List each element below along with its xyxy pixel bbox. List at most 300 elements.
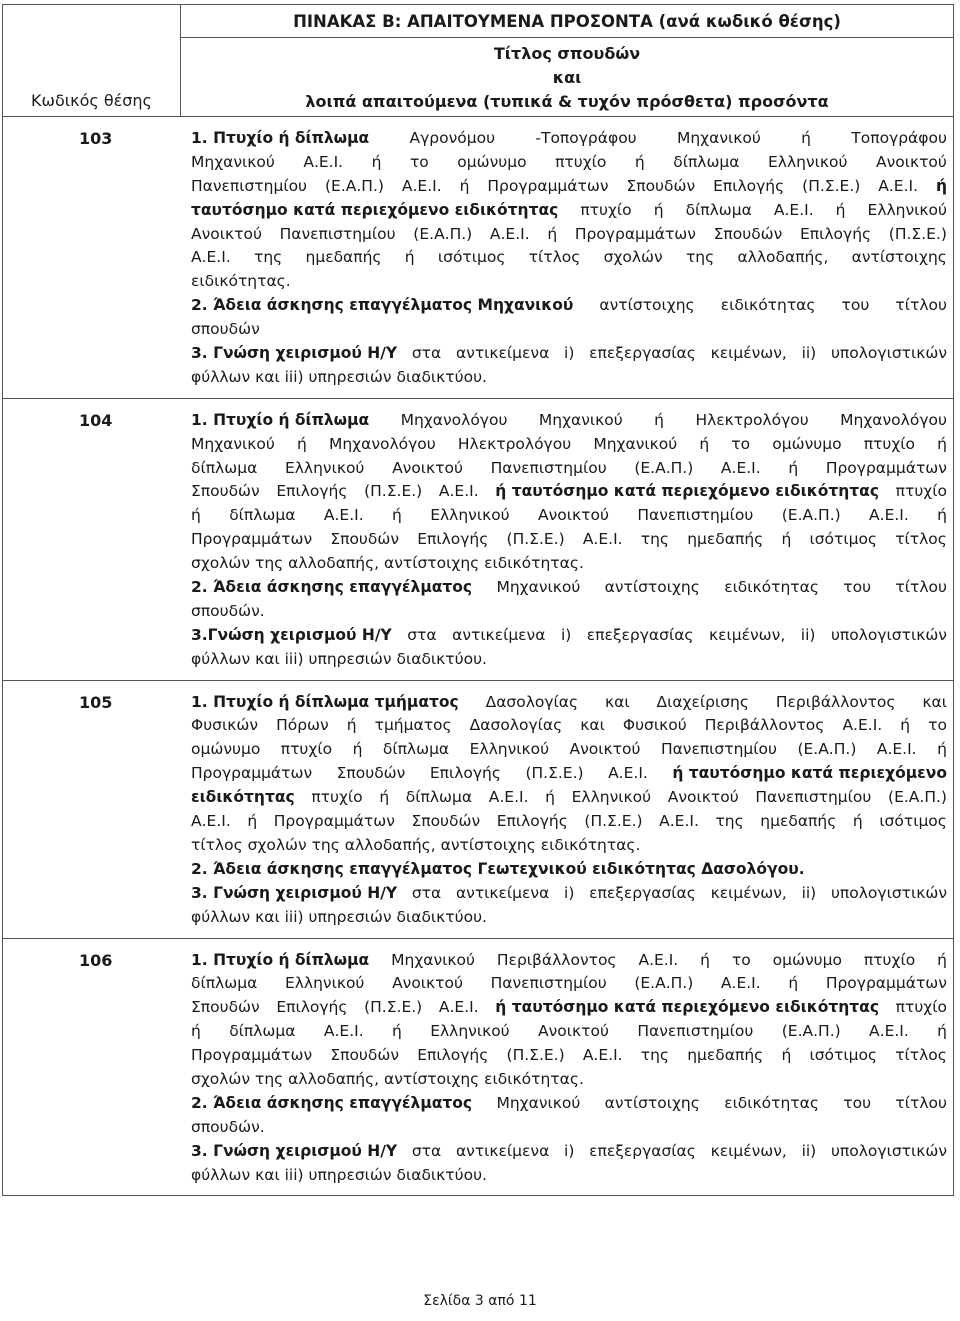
text-segment: Α.Ε.Ι. xyxy=(720,974,761,993)
text-segment: επεξεργασίας xyxy=(586,625,694,644)
text-segment: Σπουδών xyxy=(191,998,260,1017)
text-segment: Σπουδών xyxy=(411,812,481,831)
bold-text-segment: 1. Πτυχίο ή δίπλωμα xyxy=(191,129,370,147)
table-header xyxy=(3,5,953,117)
text-segment: της xyxy=(715,812,744,831)
text-segment: Πανεπιστημίου xyxy=(191,176,308,195)
text-line xyxy=(191,1140,947,1164)
text-segment: Α.Ε.Ι. xyxy=(582,1046,623,1065)
text-segment: Μηχανολόγου xyxy=(840,410,947,429)
text-segment: Α.Ε.Ι. xyxy=(438,482,479,501)
text-line xyxy=(191,996,947,1020)
text-segment: Πανεπιστημίου xyxy=(637,1022,754,1041)
text-segment: Πανεπιστημίου xyxy=(660,740,777,759)
bold-text-segment: ή ταυτόσημο κατά περιεχόμενο xyxy=(672,764,947,783)
text-segment: δίπλωμα xyxy=(191,974,258,993)
text-segment: Α.Ε.Ι. xyxy=(869,506,909,525)
text-line xyxy=(191,504,947,528)
text-segment: πτυχίο xyxy=(863,434,916,453)
text-segment: Ηλεκτρολόγου xyxy=(695,410,809,429)
text-segment: κειμένων, xyxy=(709,625,786,644)
text-segment: πτυχίο xyxy=(895,482,947,501)
text-segment: Ανοικτού xyxy=(569,740,641,759)
position-code: 103 xyxy=(79,129,113,148)
text-segment: (Ε.Α.Π.) xyxy=(888,788,947,807)
position-code: 106 xyxy=(79,950,113,970)
text-segment: ειδικότητας xyxy=(724,1093,819,1112)
text-segment: (Ε.Α.Π.) xyxy=(324,176,384,195)
text-segment: Πόρων xyxy=(276,716,329,735)
text-segment: Σπουδών xyxy=(713,224,783,243)
text-segment: ή xyxy=(852,812,863,831)
text-segment: ή xyxy=(900,716,911,735)
text-segment: ή xyxy=(937,434,947,453)
text-segment: Σπουδών xyxy=(330,1046,400,1065)
text-segment: πτυχίο xyxy=(895,998,947,1017)
bold-text-segment: 1. Πτυχίο ή δίπλωμα xyxy=(191,410,370,429)
text-segment: τίτλος σχολών της αλλοδαπής, αντίστοιχης ειδικότητας. xyxy=(191,835,641,854)
text-segment: ή xyxy=(699,434,710,453)
text-segment: Επιλογής xyxy=(800,224,872,243)
requirements-text xyxy=(181,681,953,938)
text-segment: ii) xyxy=(801,883,817,902)
bold-text-segment: 1. Πτυχίο ή δίπλωμα τμήματος xyxy=(191,692,459,711)
text-segment: Φυσικών xyxy=(191,716,259,735)
text-segment: τμήματος xyxy=(374,716,452,735)
text-segment: ημεδαπής xyxy=(687,530,764,549)
text-segment: Διαχείρισης xyxy=(656,692,749,711)
text-line xyxy=(191,1116,947,1140)
text-segment: αντικείμενα xyxy=(452,625,546,644)
text-line xyxy=(191,318,947,342)
text-segment: ή xyxy=(781,1046,792,1065)
text-segment: ή xyxy=(379,788,390,807)
text-segment: τίτλου xyxy=(895,1093,947,1112)
text-line xyxy=(191,552,947,576)
text-segment: ή xyxy=(459,176,470,195)
text-line xyxy=(191,762,947,786)
text-segment: ή xyxy=(191,1022,201,1041)
text-segment: αντίστοιχης xyxy=(604,578,700,597)
text-segment: Μηχανικού xyxy=(593,434,678,453)
text-segment: ισότιμος xyxy=(809,1046,878,1065)
text-segment: Μηχανικού xyxy=(496,578,581,597)
text-segment: του xyxy=(843,1093,872,1112)
text-segment: Ανοικτού xyxy=(538,506,609,525)
text-segment: Περιβάλλοντος xyxy=(775,692,896,711)
text-segment: στα xyxy=(407,625,437,644)
degree-header-line: και xyxy=(552,68,582,87)
text-segment: το xyxy=(731,950,751,969)
text-segment: (Ε.Α.Π.) xyxy=(413,224,473,243)
text-line xyxy=(191,714,947,738)
bold-text-segment: 2. Άδεια άσκησης επαγγέλματος xyxy=(191,578,473,597)
text-segment: σπουδών xyxy=(191,320,260,339)
text-segment: πτυχίο xyxy=(580,200,632,219)
text-segment: (Π.Σ.Ε.) xyxy=(888,224,947,243)
text-segment: ή xyxy=(371,152,382,171)
text-segment: Μηχανικού xyxy=(496,1093,581,1112)
text-segment: ημεδαπής xyxy=(305,248,382,267)
text-segment: ή xyxy=(392,1022,402,1041)
text-line xyxy=(191,409,947,433)
text-segment: (Π.Σ.Ε.) xyxy=(506,1046,565,1065)
text-segment: Ανοικτού xyxy=(667,788,739,807)
text-segment: Αγρονόμου xyxy=(409,129,496,147)
text-line xyxy=(191,246,947,270)
degree-header-line: λοιπά απαιτούμενα (τυπικά & τυχόν πρόσθετα) προσόντα xyxy=(305,92,829,111)
text-segment: Δασολογίας xyxy=(485,692,579,711)
text-segment: δίπλωμα xyxy=(685,200,752,219)
text-segment: Ελληνικού xyxy=(768,152,848,171)
text-segment: Ελληνικού xyxy=(469,740,550,759)
text-line xyxy=(191,906,947,930)
degree-header-line: Τίτλος σπουδών xyxy=(493,44,641,63)
bold-text-segment: 2. Άδεια άσκησης επαγγέλματος Μηχανικού xyxy=(191,296,574,315)
text-segment: ή xyxy=(392,506,402,525)
text-segment: σχολών xyxy=(603,248,663,267)
text-segment: ή xyxy=(404,248,415,267)
text-segment: (Ε.Α.Π.) xyxy=(781,506,841,525)
text-segment: πτυχίο xyxy=(311,788,363,807)
text-segment: Α.Ε.Ι. xyxy=(878,176,918,195)
text-segment: ή xyxy=(700,950,710,969)
text-segment: (Π.Σ.Ε.) xyxy=(364,482,423,501)
text-segment: Πανεπιστημίου xyxy=(637,506,754,525)
text-segment: σχολών της αλλοδαπής, αντίστοιχης ειδικότητας. xyxy=(191,1069,584,1088)
text-segment: Προγραμμάτων xyxy=(191,764,313,783)
text-segment: Μηχανικού xyxy=(191,152,275,171)
text-segment: ή xyxy=(937,950,947,969)
text-segment: αντίστοιχης xyxy=(599,296,695,315)
text-line xyxy=(191,882,947,906)
text-segment: κειμένων, xyxy=(710,883,787,902)
text-segment: της xyxy=(640,530,670,549)
text-segment: Πανεπιστημίου xyxy=(755,788,872,807)
requirements-text xyxy=(181,117,953,398)
text-segment: Επιλογής xyxy=(713,176,785,195)
text-segment: Α.Ε.Ι. xyxy=(720,458,761,477)
text-segment: Ανοικτού xyxy=(538,1022,609,1041)
text-segment: Περιβάλλοντος xyxy=(496,950,617,969)
text-segment: ομώνυμο xyxy=(191,740,261,759)
text-segment: δίπλωμα xyxy=(229,506,296,525)
text-segment: (Π.Σ.Ε.) xyxy=(584,812,643,831)
bold-text-segment: 2. Άδεια άσκησης επαγγέλματος xyxy=(191,1093,473,1112)
text-segment: Α.Ε.Ι. xyxy=(869,1022,909,1041)
text-segment: υπολογιστικών xyxy=(830,883,947,902)
text-segment: και xyxy=(922,692,947,711)
text-segment: Επιλογής xyxy=(496,812,568,831)
text-segment: -Τοπογράφου xyxy=(535,129,637,147)
text-segment: Περιβάλλοντος xyxy=(704,716,825,735)
text-segment: Α.Ε.Ι. xyxy=(638,950,679,969)
text-segment: πτυχίο xyxy=(863,950,916,969)
text-segment: ομώνυμο xyxy=(457,152,527,171)
text-segment: Προγραμμάτων xyxy=(574,224,696,243)
text-segment: το xyxy=(409,152,429,171)
text-segment: της xyxy=(254,248,283,267)
text-segment: αντίστοιχης xyxy=(851,248,947,267)
text-line xyxy=(191,270,947,294)
text-segment: Επιλογής xyxy=(276,482,348,501)
text-segment: του xyxy=(843,578,872,597)
text-segment: ομώνυμο xyxy=(772,950,842,969)
text-segment: πτυχίο xyxy=(280,740,333,759)
header-right xyxy=(181,5,953,116)
text-segment: το xyxy=(731,434,751,453)
text-segment: δίπλωμα xyxy=(405,788,473,807)
text-segment: ημεδαπής xyxy=(760,812,837,831)
table-row xyxy=(3,681,953,939)
text-segment: Ηλεκτρολόγου xyxy=(457,434,572,453)
text-segment: σπουδών. xyxy=(191,601,265,620)
bold-text-segment: 2. Άδεια άσκησης επαγγέλματος Γεωτεχνικού ειδικότητας Δασολόγου. xyxy=(191,859,805,878)
text-line xyxy=(191,1164,947,1188)
text-segment: ή xyxy=(297,434,307,453)
text-segment: φύλλων και iii) υπηρεσιών διαδικτύου. xyxy=(191,649,487,668)
text-segment: Μηχανολόγου xyxy=(328,434,436,453)
text-segment: ή xyxy=(247,812,258,831)
text-segment: επεξεργασίας xyxy=(589,883,696,902)
text-segment: και xyxy=(580,716,605,735)
text-segment: ισότιμος xyxy=(879,812,947,831)
text-segment: Δασολογίας xyxy=(469,716,563,735)
text-segment: i) xyxy=(564,883,575,902)
requirements-text xyxy=(181,399,953,680)
text-segment: στα xyxy=(411,344,442,363)
text-line xyxy=(191,624,947,648)
text-segment: ισότιμος xyxy=(437,248,506,267)
text-segment: Ελληνικού xyxy=(430,1022,510,1041)
text-segment: Ελληνικού xyxy=(571,788,652,807)
text-segment: Ελληνικού xyxy=(430,506,510,525)
text-segment: Ανοικτού xyxy=(392,974,463,993)
text-segment: ii) xyxy=(801,344,817,363)
text-segment: ή xyxy=(788,458,799,477)
table-title: ΠΙΝΑΚΑΣ Β: ΑΠΑΙΤΟΥΜΕΝΑ ΠΡΟΣΟΝΤΑ (ανά κωδικό θέσης) xyxy=(181,5,953,38)
text-segment: δίπλωμα xyxy=(382,740,450,759)
text-segment: υπολογιστικών xyxy=(830,625,947,644)
text-segment: και xyxy=(604,692,630,711)
text-segment: ή xyxy=(937,1022,947,1041)
text-segment: Μηχανολόγου xyxy=(400,410,508,429)
text-segment: της xyxy=(640,1046,670,1065)
text-line xyxy=(191,433,947,457)
text-line xyxy=(191,1092,947,1116)
text-line xyxy=(191,972,947,996)
text-line xyxy=(191,576,947,600)
text-segment: i) xyxy=(560,625,572,644)
text-segment: ή xyxy=(781,530,792,549)
text-segment: κειμένων, xyxy=(710,1141,787,1160)
text-segment: Α.Ε.Ι. xyxy=(191,248,231,267)
text-segment: (Π.Σ.Ε.) xyxy=(525,764,584,783)
text-segment: αντίστοιχης xyxy=(604,1093,700,1112)
position-code: 105 xyxy=(79,692,113,712)
bold-text-segment: ταυτόσημο κατά περιεχόμενο ειδικότητας xyxy=(191,200,559,219)
text-segment: Α.Ε.Ι. xyxy=(876,740,917,759)
text-segment: Α.Ε.Ι. xyxy=(303,152,344,171)
text-segment: Α.Ε.Ι. xyxy=(438,998,479,1017)
text-segment: Μηχανικού xyxy=(391,950,475,969)
text-segment: Επιλογής xyxy=(417,530,489,549)
requirements-text xyxy=(181,939,953,1196)
text-segment: αντικείμενα xyxy=(455,344,550,363)
text-segment: ισότιμος xyxy=(809,530,878,549)
bold-text-segment: 3.Γνώση χειρισμού Η/Υ xyxy=(191,625,392,644)
text-line xyxy=(191,199,947,223)
text-segment: τίτλος xyxy=(528,248,581,267)
text-segment: Μηχανικού xyxy=(191,434,275,453)
text-segment: Επιλογής xyxy=(276,998,348,1017)
text-line xyxy=(191,786,947,810)
text-segment: τίτλου xyxy=(895,296,947,315)
text-segment: ή xyxy=(653,200,664,219)
text-segment: ii) xyxy=(800,625,816,644)
degree-column-header xyxy=(181,38,953,116)
text-segment: (Ε.Α.Π.) xyxy=(634,974,694,993)
text-segment: Προγραμμάτων xyxy=(825,458,947,477)
text-segment: ειδικότητας. xyxy=(191,272,291,291)
text-line xyxy=(191,294,947,318)
text-segment: ειδικότητας xyxy=(724,578,819,597)
text-segment: Προγραμμάτων xyxy=(191,1046,313,1065)
text-segment: (Π.Σ.Ε.) xyxy=(506,530,565,549)
text-segment: αλλοδαπής, xyxy=(737,248,829,267)
text-segment: στα xyxy=(411,1141,442,1160)
text-line xyxy=(191,342,947,366)
text-segment: κειμένων, xyxy=(710,344,787,363)
bold-text-segment: 3. Γνώση χειρισμού Η/Υ xyxy=(191,883,398,902)
text-segment: Ανοικτού xyxy=(392,458,463,477)
text-segment: Μηχανικού xyxy=(676,129,761,147)
text-segment: Α.Ε.Ι. xyxy=(608,764,648,783)
text-segment: i) xyxy=(564,1141,575,1160)
text-segment: ή xyxy=(801,129,811,147)
table-row xyxy=(3,399,953,681)
text-segment: (Π.Σ.Ε.) xyxy=(802,176,861,195)
text-segment: Α.Ε.Ι. xyxy=(401,176,442,195)
text-segment: Επιλογής xyxy=(429,764,501,783)
text-segment: i) xyxy=(564,344,575,363)
table-body xyxy=(3,117,953,1195)
text-segment: δίπλωμα xyxy=(673,152,740,171)
bold-text-segment: ή xyxy=(935,176,947,195)
text-segment: σπουδών. xyxy=(191,1117,265,1136)
page-number: Σελίδα 3 από 11 xyxy=(423,1293,537,1309)
text-line xyxy=(191,858,947,882)
text-segment: υπολογιστικών xyxy=(830,344,947,363)
text-segment: Σπουδών xyxy=(330,530,400,549)
text-segment: (Ε.Α.Π.) xyxy=(781,1022,841,1041)
text-segment: ή xyxy=(835,200,846,219)
text-line xyxy=(191,834,947,858)
text-line xyxy=(191,738,947,762)
text-segment: Α.Ε.Ι. xyxy=(842,716,883,735)
text-segment: δίπλωμα xyxy=(191,458,258,477)
text-segment: Τοπογράφου xyxy=(851,129,947,147)
text-line xyxy=(191,457,947,481)
bold-text-segment: 1. Πτυχίο ή δίπλωμα xyxy=(191,950,370,969)
text-segment: ή xyxy=(788,974,799,993)
text-segment: Ανοικτού xyxy=(875,152,947,171)
text-segment: πτυχίο xyxy=(555,152,607,171)
text-segment: φύλλων και iii) υπηρεσιών διαδικτύου. xyxy=(191,1165,487,1184)
text-line xyxy=(191,480,947,504)
text-segment: τίτλου xyxy=(895,578,947,597)
text-segment: ή xyxy=(545,788,555,807)
text-segment: Α.Ε.Ι. xyxy=(773,200,814,219)
text-segment: ή xyxy=(937,740,947,759)
text-segment: της xyxy=(685,248,715,267)
text-segment: ή xyxy=(634,152,645,171)
text-line xyxy=(191,528,947,552)
text-segment: Επιλογής xyxy=(417,1046,489,1065)
text-line xyxy=(191,127,947,151)
table-row xyxy=(3,939,953,1196)
text-segment: ή xyxy=(346,716,357,735)
text-segment: Προγραμμάτων xyxy=(273,812,395,831)
text-segment: (Ε.Α.Π.) xyxy=(797,740,857,759)
text-segment: ομώνυμο xyxy=(772,434,842,453)
bold-text-segment: ειδικότητας xyxy=(191,788,295,807)
text-segment: Προγραμμάτων xyxy=(487,176,609,195)
bold-text-segment: 3. Γνώση χειρισμού Η/Υ xyxy=(191,344,398,363)
text-segment: Πανεπιστημίου xyxy=(279,224,396,243)
table-row xyxy=(3,117,953,399)
text-segment: ii) xyxy=(801,1141,817,1160)
text-segment: ή xyxy=(352,740,363,759)
text-line xyxy=(191,810,947,834)
position-code: 104 xyxy=(79,410,113,430)
bold-text-segment: ή ταυτόσημο κατά περιεχόμενο ειδικότητας xyxy=(495,998,880,1017)
requirements-table xyxy=(2,4,954,1196)
text-segment: Ελληνικού xyxy=(284,458,365,477)
code-column-header: Κωδικός θέσης xyxy=(3,5,181,116)
text-segment: ειδικότητας xyxy=(720,296,816,315)
text-segment: Ελληνικού xyxy=(284,974,365,993)
text-line xyxy=(191,600,947,624)
text-segment: υπολογιστικών xyxy=(830,1141,947,1160)
text-segment: Μηχανικού xyxy=(538,410,623,429)
text-segment: Ανοικτού xyxy=(191,224,262,243)
text-segment: ή xyxy=(547,224,558,243)
text-segment: Α.Ε.Ι. xyxy=(659,812,699,831)
text-segment: Πανεπιστημίου xyxy=(490,458,607,477)
text-segment: Ελληνικού xyxy=(867,200,947,219)
text-line xyxy=(191,1068,947,1092)
text-segment: επεξεργασίας xyxy=(589,344,696,363)
text-segment: Πανεπιστημίου xyxy=(490,974,607,993)
text-line xyxy=(191,1044,947,1068)
text-segment: (Π.Σ.Ε.) xyxy=(364,998,423,1017)
text-segment: τίτλος xyxy=(895,1046,947,1065)
text-line xyxy=(191,1020,947,1044)
text-segment: φύλλων και iii) υπηρεσιών διαδικτύου. xyxy=(191,907,487,926)
text-segment: Προγραμμάτων xyxy=(191,530,313,549)
text-segment: φύλλων και iii) υπηρεσιών διαδικτύου. xyxy=(191,367,487,386)
text-segment: Α.Ε.Ι. xyxy=(323,506,364,525)
text-segment: ή xyxy=(191,506,201,525)
text-segment: Α.Ε.Ι. xyxy=(489,224,530,243)
text-line xyxy=(191,949,947,973)
text-line xyxy=(191,366,947,390)
text-segment: Σπουδών xyxy=(336,764,406,783)
text-segment: ή xyxy=(937,506,947,525)
text-segment: Α.Ε.Ι. xyxy=(323,1022,364,1041)
text-segment: δίπλωμα xyxy=(229,1022,296,1041)
